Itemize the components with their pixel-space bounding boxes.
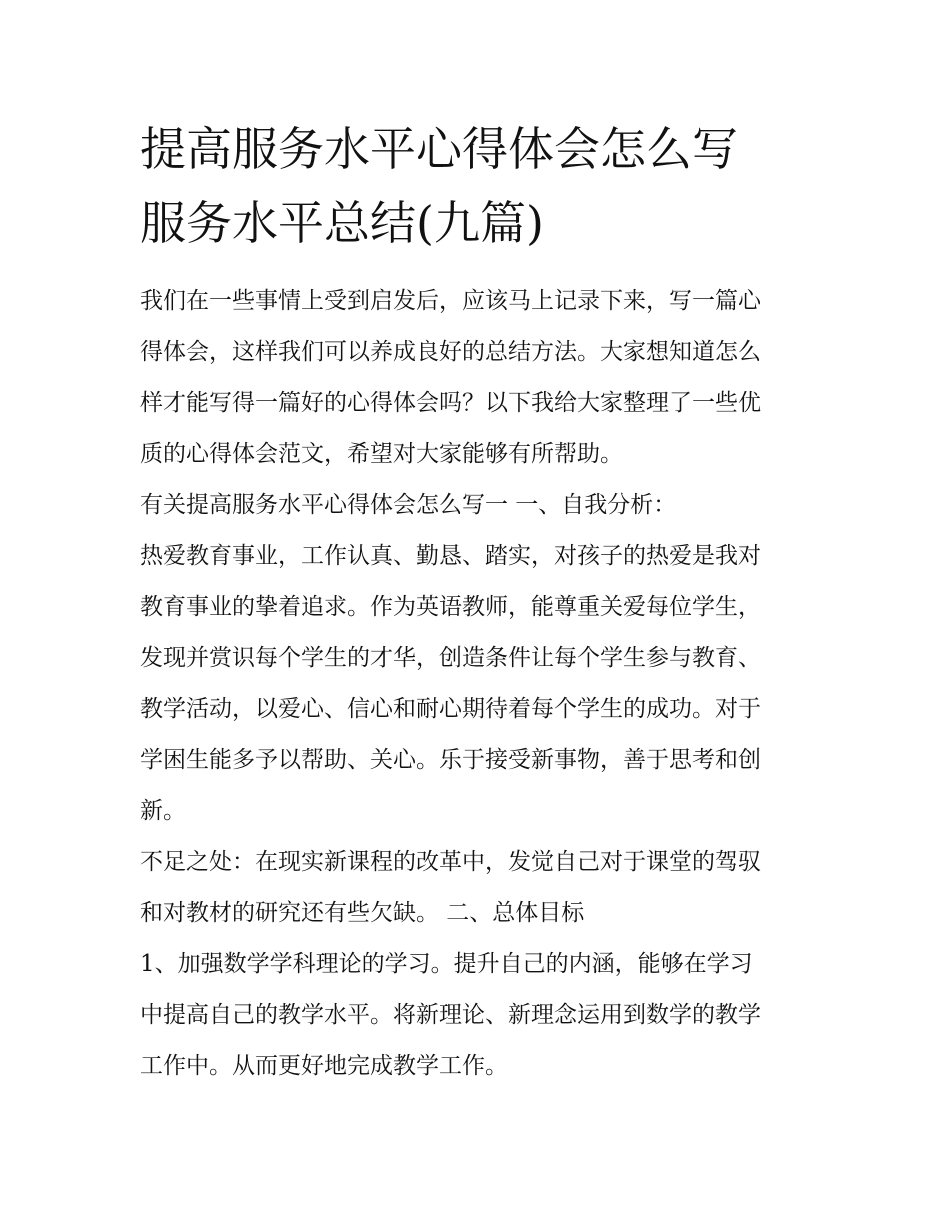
section-heading-paragraph xyxy=(140,480,812,531)
text-line: 工作中。从而更好地完成教学工作。 xyxy=(140,1053,508,1079)
text-line: 教育事业的挚着追求。作为英语教师，能尊重关爱每位学生， xyxy=(140,594,761,620)
text-line: 发现并赏识每个学生的才华，创造条件让每个学生参与教育、 xyxy=(140,645,761,671)
text-line: 中提高自己的教学水平。将新理论、新理念运用到数学的教学 xyxy=(140,1002,761,1028)
text-line: 教学活动，以爱心、信心和耐心期待着每个学生的成功。对于 xyxy=(140,696,761,722)
text-line: 热爱教育事业，工作认真、勤恳、踏实，对孩子的热爱是我对 xyxy=(140,543,761,569)
text-line: 1、加强数学学科理论的学习。提升自己的内涵，能够在学习 xyxy=(140,951,753,977)
text-line: 得体会，这样我们可以养成良好的总结方法。大家想知道怎么 xyxy=(140,339,761,365)
text-line: 有关提高服务水平心得体会怎么写一 一、自我分析： xyxy=(140,492,677,518)
shortcomings-paragraph xyxy=(140,837,812,939)
text-line: 新。 xyxy=(140,798,186,824)
text-line: 样才能写得一篇好的心得体会吗？以下我给大家整理了一些优 xyxy=(140,390,761,416)
document-body xyxy=(140,112,812,1092)
goal-paragraph xyxy=(140,939,812,1092)
document-title xyxy=(140,112,812,260)
text-line: 我们在一些事情上受到启发后，应该马上记录下来，写一篇心 xyxy=(140,288,761,314)
intro-paragraph xyxy=(140,276,812,480)
title-line: 服务水平总结(九篇) xyxy=(140,196,544,250)
text-line: 学困生能多予以帮助、关心。乐于接受新事物，善于思考和创 xyxy=(140,747,761,773)
text-line: 和对教材的研究还有些欠缺。 二、总体目标 xyxy=(140,900,585,926)
title-line: 提高服务水平心得体会怎么写 xyxy=(140,122,738,176)
self-analysis-paragraph xyxy=(140,531,812,837)
text-line: 质的心得体会范文，希望对大家能够有所帮助。 xyxy=(140,441,623,467)
text-line: 不足之处：在现实新课程的改革中，发觉自己对于课堂的驾驭 xyxy=(140,849,761,875)
